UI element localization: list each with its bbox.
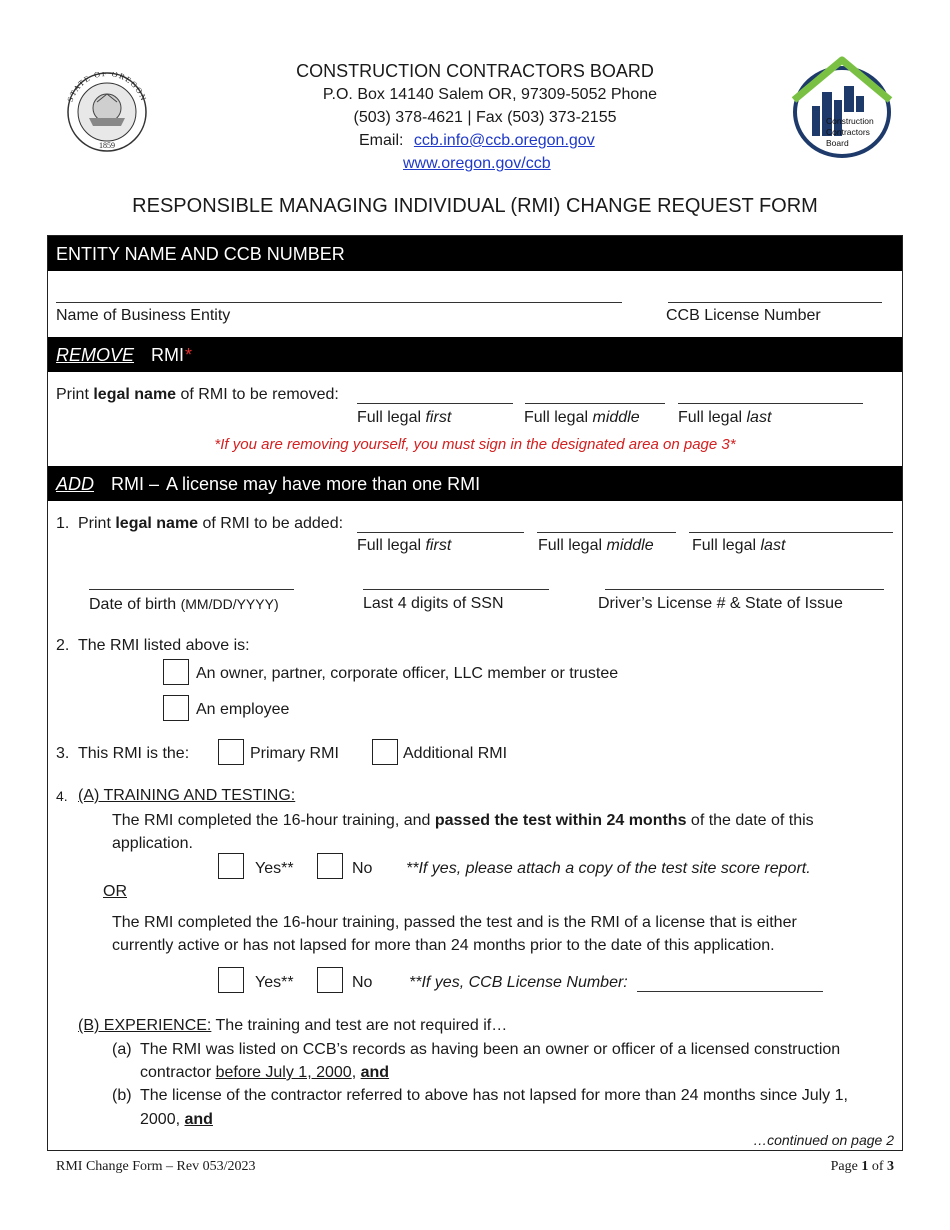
owner-option-label: An owner, partner, corporate officer, LLC member or trustee xyxy=(196,665,619,682)
add-title-rest: A license may have more than one RMI xyxy=(166,474,481,494)
q4a-no-checkbox-2[interactable] xyxy=(317,967,343,993)
remove-prompt: Print legal name of RMI to be removed: xyxy=(56,386,339,403)
ssn-field[interactable] xyxy=(363,589,549,590)
q4a-text1-line1: The RMI completed the 16-hour training, and passed the test within 24 months of the date of this xyxy=(112,812,814,829)
footer-form-id: RMI Change Form – Rev 053/2023 xyxy=(56,1159,256,1174)
add-first-name-field[interactable] xyxy=(357,532,524,533)
remove-last-name-field[interactable] xyxy=(678,403,863,404)
q4b-a-label: (a) xyxy=(112,1041,132,1058)
primary-rmi-label: Primary RMI xyxy=(250,745,339,762)
email-link[interactable]: ccb.info@ccb.oregon.gov xyxy=(413,132,595,149)
add-first-label: Full legal first xyxy=(357,537,452,554)
add-section-header xyxy=(48,466,902,501)
remove-first-label: Full legal first xyxy=(357,409,452,426)
employee-checkbox[interactable] xyxy=(163,695,189,721)
remove-middle-label: Full legal middle xyxy=(524,409,640,426)
q4a-heading: (A) TRAINING AND TESTING: xyxy=(78,787,296,804)
website-link[interactable]: www.oregon.gov/ccb xyxy=(403,155,551,172)
remove-title-italic: REMOVE xyxy=(56,345,135,365)
q4a-text1-line2: application. xyxy=(112,835,193,852)
q4a-no-label-1: No xyxy=(352,860,373,877)
dob-label: Date of birth (MM/DD/YYYY) xyxy=(89,596,279,613)
owner-checkbox[interactable] xyxy=(163,659,189,685)
remove-first-name-field[interactable] xyxy=(357,403,513,404)
add-title-italic: ADD xyxy=(56,474,95,494)
org-name: CONSTRUCTION CONTRACTORS BOARD xyxy=(296,61,654,81)
entity-section-header xyxy=(48,236,902,271)
remove-last-label: Full legal last xyxy=(678,409,772,426)
add-middle-name-field[interactable] xyxy=(537,532,676,533)
q3-text: This RMI is the: xyxy=(78,745,190,762)
address-line-1: P.O. Box 14140 Salem OR, 97309-5052 Phone xyxy=(322,86,658,103)
entity-section-title: ENTITY NAME AND CCB NUMBER xyxy=(56,244,345,264)
form-frame xyxy=(47,235,903,1151)
remove-middle-name-field[interactable] xyxy=(525,403,665,404)
q2-number: 2. xyxy=(56,637,70,654)
q4a-text2-line2: currently active or has not lapsed for more than 24 months prior to the date of this application. xyxy=(112,937,775,954)
dob-field[interactable] xyxy=(89,589,294,590)
q4b-text: The training and test are not required if… xyxy=(215,1017,508,1034)
email-row xyxy=(359,131,595,151)
q4b-heading: (B) EXPERIENCE: xyxy=(78,1017,212,1034)
logo-line-3: Board xyxy=(826,138,849,148)
q4b-b-line2: 2000, and xyxy=(140,1111,213,1128)
add-title-bold: RMI – xyxy=(111,474,160,494)
license-number-field[interactable] xyxy=(668,302,882,303)
additional-rmi-label: Additional RMI xyxy=(403,745,508,762)
q4a-yes-label-2: Yes** xyxy=(255,974,294,991)
q4a-note-2: **If yes, CCB License Number: xyxy=(409,974,628,991)
q4b-heading-row xyxy=(78,1016,507,1036)
q4b-b-label: (b) xyxy=(112,1087,132,1104)
oregon-state-seal xyxy=(55,72,159,152)
q4a-yes-checkbox-1[interactable] xyxy=(218,853,244,879)
q4b-a-line2: contractor before July 1, 2000, and xyxy=(140,1064,390,1081)
business-entity-label: Name of Business Entity xyxy=(56,307,231,324)
continued-note: …continued on page 2 xyxy=(753,1132,894,1148)
add-last-name-field[interactable] xyxy=(689,532,893,533)
remove-self-note: *If you are removing yourself, you must sign in the designated area on page 3* xyxy=(214,436,736,453)
email-label: Email: xyxy=(359,132,404,149)
q4a-yes-label-1: Yes** xyxy=(255,860,294,877)
or-label: OR xyxy=(103,883,127,900)
add-last-label: Full legal last xyxy=(692,537,786,554)
q4b-a-line1: The RMI was listed on CCB’s records as having been an owner or officer of a licensed construction xyxy=(140,1041,841,1058)
q2-text: The RMI listed above is: xyxy=(78,637,250,654)
ssn-label: Last 4 digits of SSN xyxy=(363,595,504,612)
primary-rmi-checkbox[interactable] xyxy=(218,739,244,765)
remove-title-asterisk: * xyxy=(185,345,193,365)
q4b-b-line1: The license of the contractor referred to above has not lapsed for more than 24 months since July 1, xyxy=(140,1087,848,1104)
license-number-label: CCB License Number xyxy=(666,307,821,324)
drivers-license-field[interactable] xyxy=(605,589,884,590)
q3-number: 3. xyxy=(56,745,70,762)
q1-number: 1. xyxy=(56,515,70,532)
drivers-license-label: Driver’s License # & State of Issue xyxy=(598,595,843,612)
footer-page-number: Page 1 of 3 xyxy=(830,1159,894,1174)
employee-option-label: An employee xyxy=(196,701,290,718)
additional-rmi-checkbox[interactable] xyxy=(372,739,398,765)
q4a-ccb-license-number-field[interactable] xyxy=(637,991,823,992)
q4a-note-1: **If yes, please attach a copy of the test site score report. xyxy=(406,860,811,877)
q4a-no-checkbox-1[interactable] xyxy=(317,853,343,879)
q4-number: 4. xyxy=(56,788,68,804)
q4a-text2-line1: The RMI completed the 16-hour training, passed the test and is the RMI of a license that is either xyxy=(112,914,797,931)
ccb-logo xyxy=(790,56,896,160)
form-title: RESPONSIBLE MANAGING INDIVIDUAL (RMI) CHANGE REQUEST FORM xyxy=(132,195,818,217)
q4a-yes-checkbox-2[interactable] xyxy=(218,967,244,993)
q1-prompt: Print legal name of RMI to be added: xyxy=(78,515,344,532)
q4a-no-label-2: No xyxy=(352,974,373,991)
add-middle-label: Full legal middle xyxy=(538,537,654,554)
seal-top-text: STATE OF OREGON xyxy=(65,72,149,104)
address-line-2: (503) 378-4621 | Fax (503) 373-2155 xyxy=(353,109,617,126)
seal-year: 1859 xyxy=(99,141,115,150)
remove-title-rest: RMI xyxy=(151,345,184,365)
remove-section-header xyxy=(48,337,902,372)
logo-line-2: Contractors xyxy=(826,127,870,137)
logo-line-1: Construction xyxy=(826,116,874,126)
business-entity-field[interactable] xyxy=(56,302,622,303)
